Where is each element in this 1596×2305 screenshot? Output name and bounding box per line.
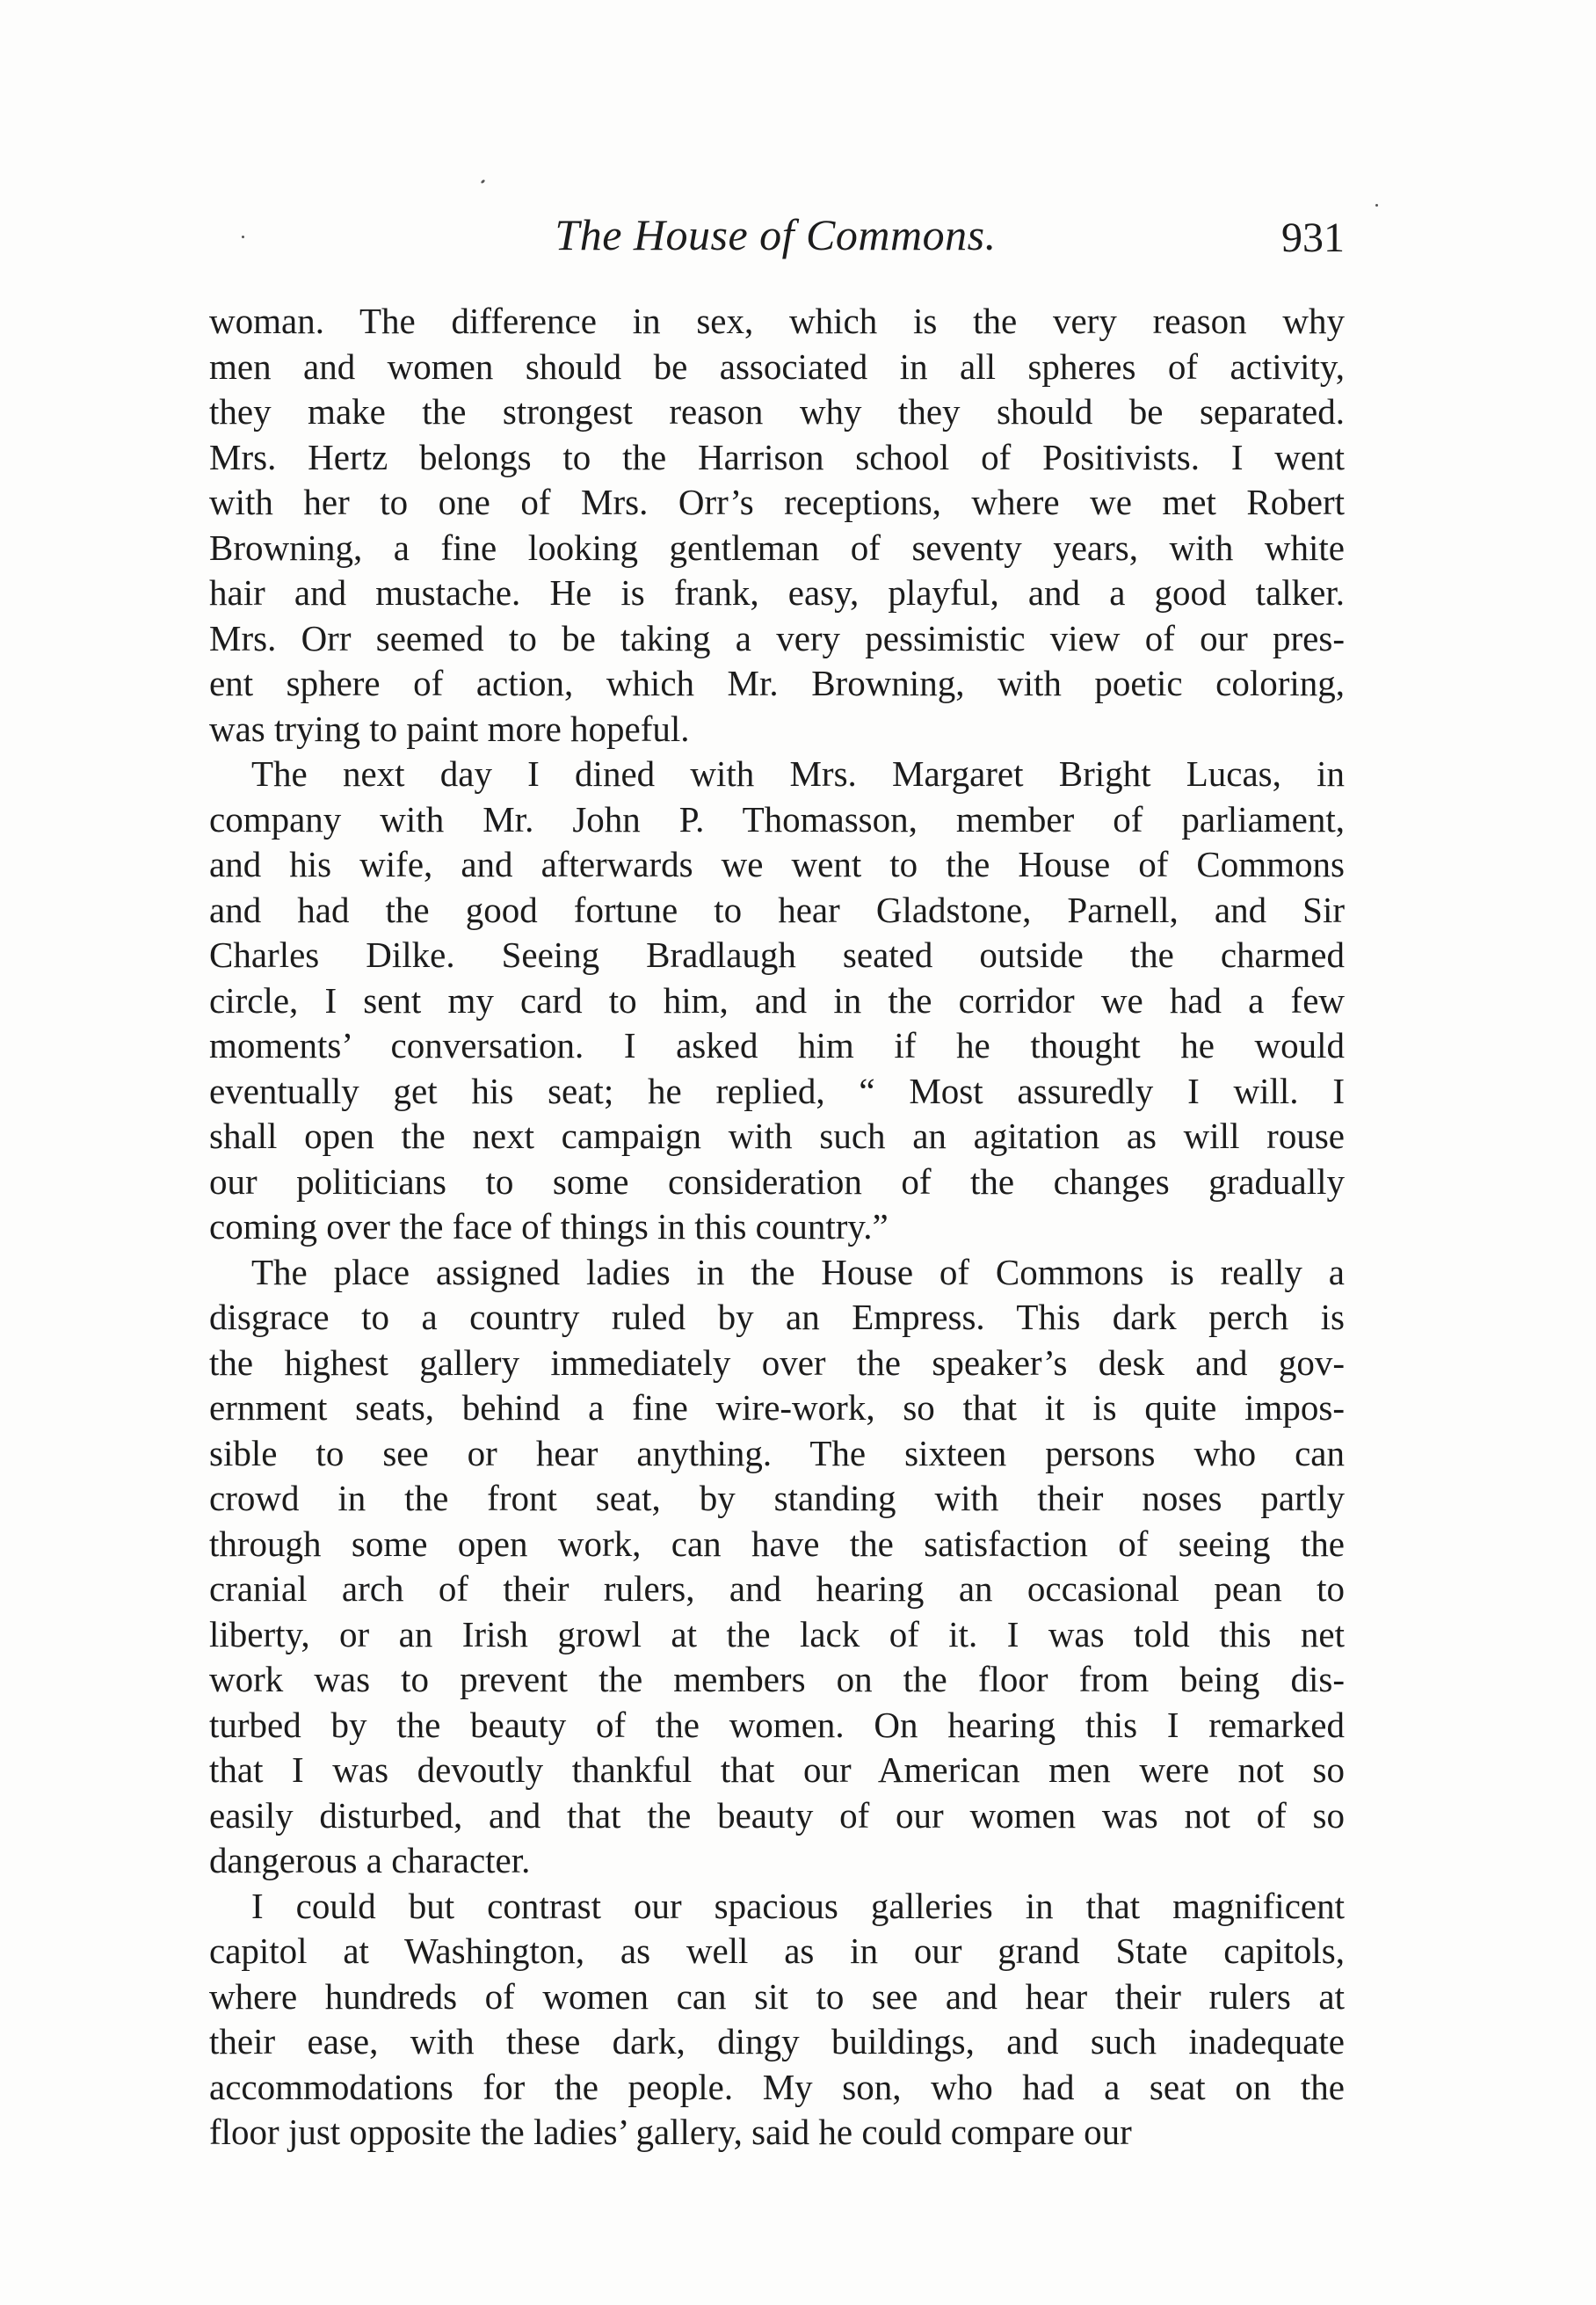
paragraph [209,752,1345,1250]
text-line: where hundreds of women can sit to see and hear their rulers at [209,1975,1345,2017]
text-line: turbed by the beauty of the women. On hearing this I remarked [209,1704,1345,1745]
text-line: their ease, with these dark, dingy buildings, and such inadequate [209,2021,1345,2061]
text-line: The place assigned ladies in the House of Commons is really a [251,1251,1345,1292]
text-line: ernment seats, behind a fine wire-work, so that it is quite impos- [209,1387,1345,1428]
text-line: our politicians to some consideration of the changes gradually [209,1160,1345,1202]
text-line: woman. The difference in sex, which is the very reason why [209,301,1345,341]
text-line: floor just opposite the ladies’ gallery, said he could compare our [209,2112,1132,2152]
text-line: hair and mustache. He is frank, easy, playful, and a good talker. [209,572,1345,613]
text-line: Mrs. Hertz belongs to the Harrison school of Positivists. I went [209,436,1345,477]
text-line: company with Mr. John P. Thomasson, member of parliament, [209,798,1345,840]
text-line: men and women should be associated in all spheres of activity, [209,345,1345,387]
text-line: that I was devoutly thankful that our American men were not so [209,1749,1345,1790]
paragraph [209,1250,1345,1884]
text-line: was trying to paint more hopeful. [209,708,690,749]
text-line: easily disturbed, and that the beauty of our women was not of so [209,1794,1345,1836]
text-line: work was to prevent the members on the floor from being dis- [209,1659,1345,1699]
text-line: Charles Dilke. Seeing Bradlaugh seated outside the charmed [209,934,1345,975]
body-text [209,299,1345,2156]
text-line: through some open work, can have the satisfaction of seeing the [209,1523,1345,1564]
text-line: crowd in the front seat, by standing with their noses partly [209,1478,1345,1518]
text-line: cranial arch of their rulers, and hearing an occasional pean to [209,1568,1345,1609]
text-line: and his wife, and afterwards we went to the House of Commons [209,844,1345,884]
text-line: disgrace to a country ruled by an Empress. This dark perch is [209,1297,1345,1337]
running-title: The House of Commons. [555,210,997,259]
text-line: capitol at Washington, as well as in our grand State capitols, [209,1931,1345,1971]
text-line: eventually get his seat; he replied, “ Most assuredly I will. I [209,1070,1345,1111]
text-line: I could but contrast our spacious galleries in that magnificent [251,1885,1345,1926]
text-line: circle, I sent my card to him, and in the corridor we had a few [209,979,1345,1021]
text-line: moments’ conversation. I asked him if he thought he would [209,1025,1345,1065]
text-line: the highest gallery immediately over the speaker’s desk and gov- [209,1342,1345,1383]
text-line: Mrs. Orr seemed to be taking a very pessimistic view of our pres- [209,617,1345,658]
text-line: and had the good fortune to hear Gladstone, Parnell, and Sir [209,889,1345,930]
paragraph [209,1884,1345,2156]
text-line: liberty, or an Irish growl at the lack of it. I was told this net [209,1613,1345,1654]
page-number: 931 [1281,215,1345,261]
text-line: shall open the next campaign with such an agitation as will rouse [209,1116,1345,1156]
paragraph [209,299,1345,752]
text-line: dangerous a character. [209,1840,531,1880]
text-line: with her to one of Mrs. Orr’s receptions, where we met Robert [209,482,1345,522]
text-line: they make the strongest reason why they should be separated. [209,391,1345,432]
text-line: The next day I dined with Mrs. Margaret Bright Lucas, in [251,753,1345,794]
page-header [207,204,1345,265]
text-line: coming over the face of things in this country.” [209,1206,889,1247]
text-line: Browning, a fine looking gentleman of seventy years, with white [209,527,1345,568]
text-line: accommodations for the people. My son, who had a seat on the [209,2066,1345,2107]
ink-speck [1375,204,1378,207]
text-line: ent sphere of action, which Mr. Browning, with poetic coloring, [209,663,1345,703]
text-line: sible to see or hear anything. The sixteen persons who can [209,1432,1345,1473]
ink-speck [481,179,486,185]
